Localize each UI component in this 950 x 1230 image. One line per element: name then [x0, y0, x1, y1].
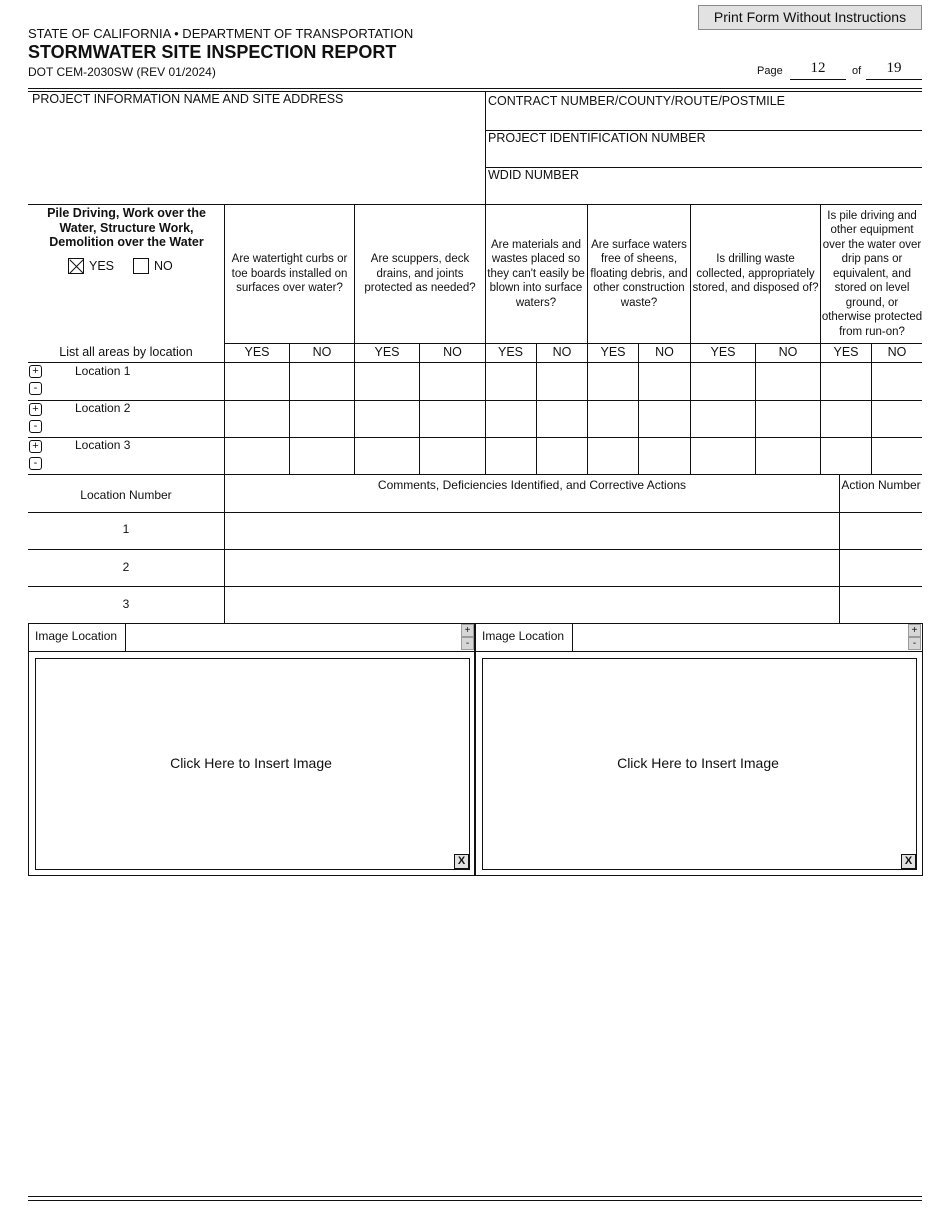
comment-field[interactable]	[225, 513, 838, 549]
list-areas-label: List all areas by location	[59, 345, 193, 359]
applicable-yes-label: YES	[89, 259, 115, 273]
add-location-button[interactable]: +	[29, 403, 42, 416]
location-label: Location 2	[75, 401, 131, 415]
section-title: Pile Driving, Work over the Water, Structure Work, Demolition over the Water	[47, 206, 206, 249]
applicable-no-label: NO	[154, 259, 173, 273]
image-location-label: Image Location	[35, 629, 118, 643]
action-number-field[interactable]	[840, 587, 922, 623]
divider	[354, 204, 355, 474]
project-id-label: PROJECT IDENTIFICATION NUMBER	[488, 131, 706, 145]
divider	[485, 204, 486, 474]
remove-image-button[interactable]: X	[454, 854, 469, 869]
divider	[28, 400, 922, 401]
q6-no-header: NO	[887, 345, 907, 359]
project-id-field[interactable]	[486, 145, 922, 167]
remove-location-button[interactable]: -	[29, 457, 42, 470]
agency-name: STATE OF CALIFORNIA • DEPARTMENT OF TRANSPORTATION	[28, 26, 414, 41]
divider	[690, 204, 691, 474]
question-3: Are materials and wastes placed so they can't easily be blown into surface waters?	[487, 238, 585, 309]
divider	[289, 343, 290, 474]
spin-down-button[interactable]: -	[461, 637, 474, 650]
page-number-field[interactable]: 12	[790, 60, 846, 80]
q5-no-header: NO	[778, 345, 798, 359]
divider	[28, 651, 475, 652]
divider	[419, 343, 420, 474]
divider	[820, 204, 821, 474]
of-label: of	[852, 65, 862, 77]
page-label: Page	[757, 65, 783, 77]
bottom-rule	[28, 1196, 922, 1197]
q5-yes-header: YES	[710, 345, 736, 359]
q3-yes-header: YES	[497, 345, 523, 359]
remove-image-button[interactable]: X	[901, 854, 916, 869]
comments-label: Comments, Deficiencies Identified, and Corrective Actions	[377, 478, 687, 492]
image-location-field[interactable]	[126, 624, 460, 650]
q4-no-header: NO	[655, 345, 674, 359]
location-label: Location 1	[75, 364, 131, 378]
contract-number-field[interactable]	[486, 108, 922, 130]
spin-up-button[interactable]: +	[908, 624, 921, 637]
wdid-label: WDID NUMBER	[488, 168, 579, 182]
applicable-no-checkbox[interactable]	[133, 258, 149, 274]
action-number-field[interactable]	[840, 550, 922, 586]
question-1: Are watertight curbs or toe boards installed on surfaces over water?	[231, 253, 348, 295]
form-number: DOT CEM-2030SW (REV 01/2024)	[28, 65, 216, 79]
total-pages-field[interactable]: 19	[866, 60, 922, 80]
question-4: Are surface waters free of sheens, floating debris, and other construction waste?	[590, 238, 688, 309]
divider	[871, 343, 872, 474]
project-info-field[interactable]	[29, 108, 484, 204]
comment-field[interactable]	[225, 550, 838, 586]
divider	[755, 343, 756, 474]
add-location-button[interactable]: +	[29, 440, 42, 453]
contract-number-label: CONTRACT NUMBER/COUNTY/ROUTE/POSTMILE	[488, 94, 786, 108]
divider	[224, 343, 922, 344]
top-rule	[28, 88, 922, 89]
remove-location-button[interactable]: -	[29, 382, 42, 395]
divider	[587, 204, 588, 474]
image-location-label: Image Location	[482, 629, 565, 643]
question-2: Are scuppers, deck drains, and joints protected as needed?	[364, 253, 476, 295]
q2-no-header: NO	[443, 345, 462, 359]
q6-yes-header: YES	[833, 345, 859, 359]
action-number-field[interactable]	[840, 513, 922, 549]
comment-field[interactable]	[225, 587, 838, 623]
q2-yes-header: YES	[374, 345, 400, 359]
form-title: STORMWATER SITE INSPECTION REPORT	[28, 42, 397, 62]
comment-location-number: 1	[122, 522, 130, 536]
question-5: Is drilling waste collected, appropriately stored, and disposed of?	[692, 253, 819, 295]
q1-no-header: NO	[312, 345, 332, 359]
divider	[638, 343, 639, 474]
divider	[28, 437, 922, 438]
bottom-rule-inner	[28, 1200, 922, 1201]
divider	[28, 362, 922, 363]
add-location-button[interactable]: +	[29, 365, 42, 378]
q3-no-header: NO	[552, 345, 572, 359]
applicable-yes-checkbox[interactable]	[68, 258, 84, 274]
comment-location-number: 2	[122, 560, 130, 574]
image-location-field[interactable]	[573, 624, 907, 650]
wdid-field[interactable]	[486, 182, 922, 204]
print-form-button[interactable]: Print Form Without Instructions	[698, 5, 922, 30]
insert-image-label: Click Here to Insert Image	[170, 755, 332, 771]
action-number-label: Action Number	[841, 478, 921, 492]
project-info-label: PROJECT INFORMATION NAME AND SITE ADDRESS	[32, 92, 344, 106]
question-6: Is pile driving and other equipment over the water over drip pans or equivalent, and stored on level ground, or otherwise protected from run-on?	[821, 209, 923, 338]
q1-yes-header: YES	[244, 345, 270, 359]
location-number-label: Location Number	[80, 488, 172, 502]
remove-location-button[interactable]: -	[29, 420, 42, 433]
divider	[475, 651, 923, 652]
location-label: Location 3	[75, 438, 131, 452]
divider	[28, 474, 922, 475]
spin-down-button[interactable]: -	[908, 637, 921, 650]
spin-up-button[interactable]: +	[461, 624, 474, 637]
divider	[224, 204, 225, 474]
insert-image-label: Click Here to Insert Image	[617, 755, 779, 771]
q4-yes-header: YES	[600, 345, 626, 359]
comment-location-number: 3	[122, 597, 130, 611]
divider	[536, 343, 537, 474]
